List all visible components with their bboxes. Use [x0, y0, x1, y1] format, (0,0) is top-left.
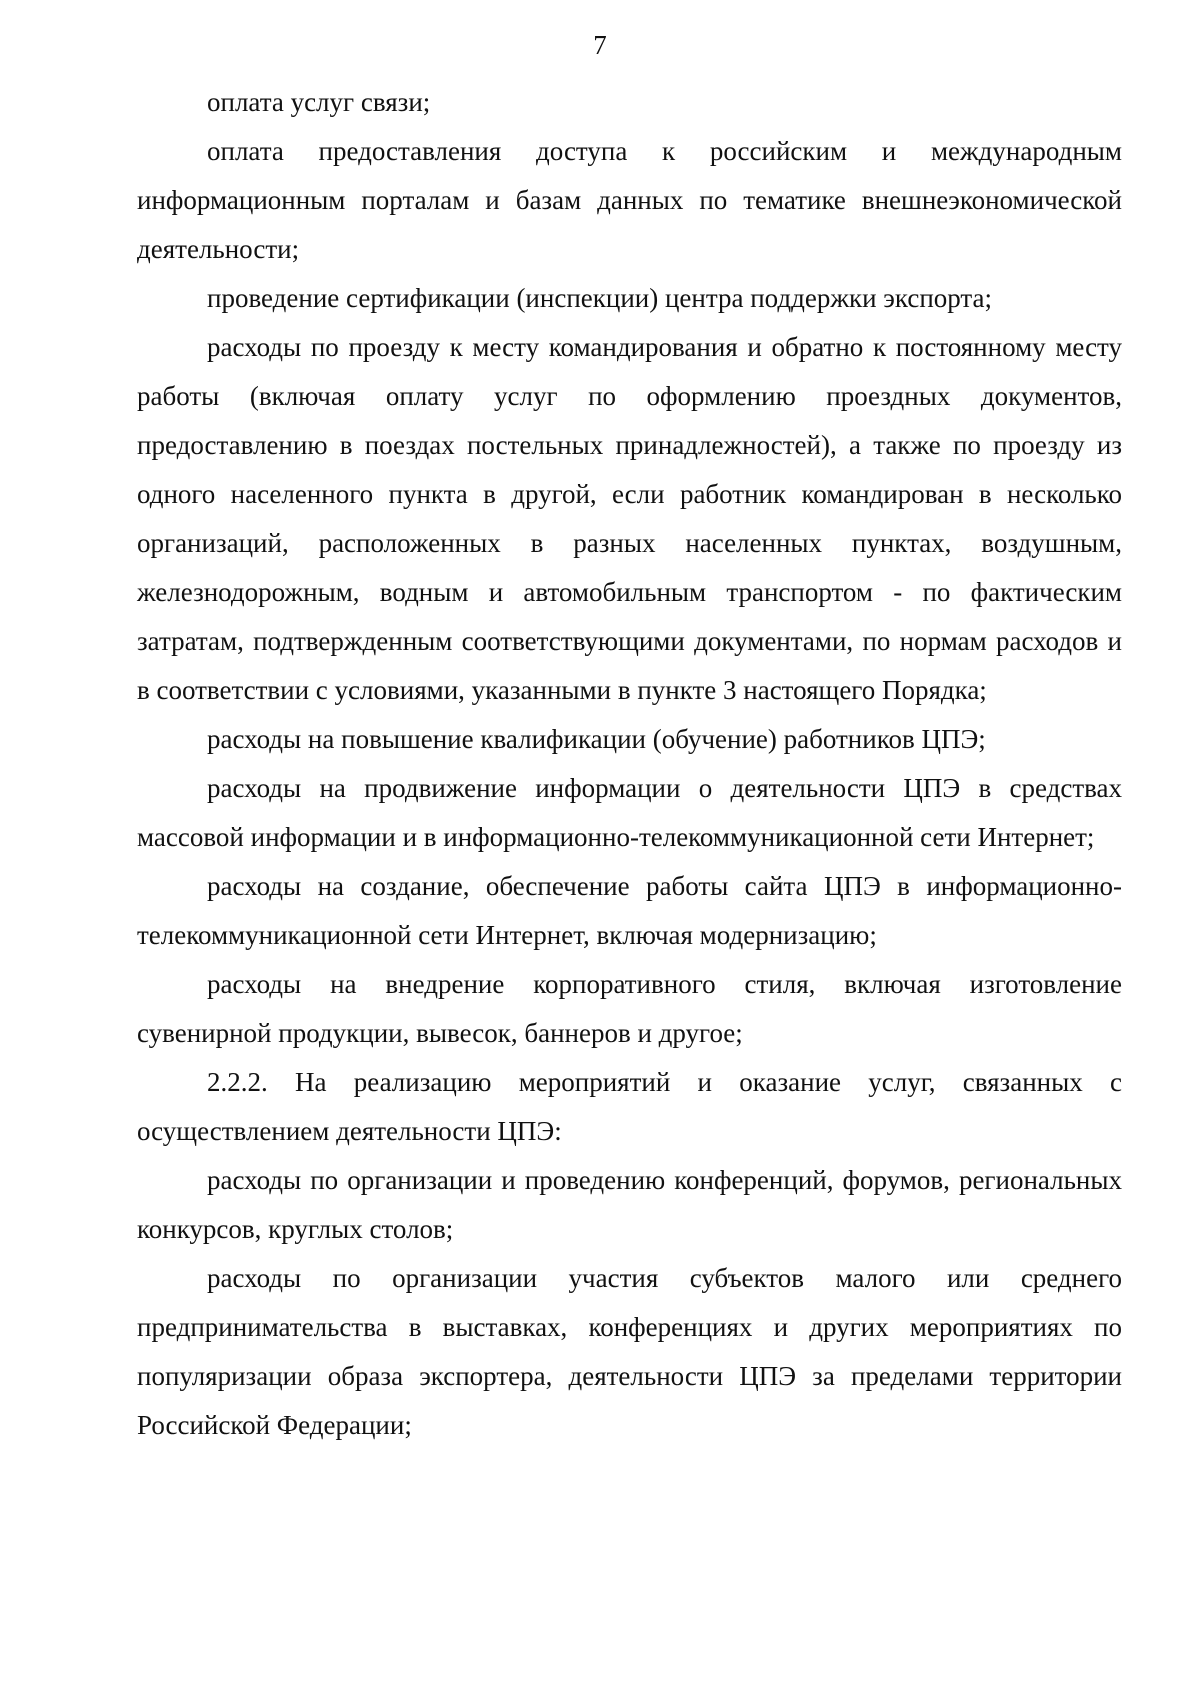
paragraph-section-2-2-2: 2.2.2. На реализацию мероприятий и оказание услуг, связанных с осуществлением деятельности ЦПЭ:: [137, 1067, 1122, 1146]
paragraph-conferences: расходы по организации и проведению конференций, форумов, региональных конкурсов, круглых столов;: [137, 1165, 1122, 1244]
paragraph-exhibitions: расходы по организации участия субъектов малого или среднего предпринимательства в выставках, конференциях и других мероприятиях по популяризации образа экспортера, деятельности ЦПЭ за пределами территории Российской Федерации;: [137, 1263, 1122, 1440]
document-body: [137, 78, 1122, 1450]
paragraph-website: расходы на создание, обеспечение работы сайта ЦПЭ в информационно-телекоммуникационной сети Интернет, включая модернизацию;: [137, 871, 1122, 950]
paragraph-portal-access: оплата предоставления доступа к российским и международным информационным порталам и базам данных по тематике внешнеэкономической деятельности;: [137, 136, 1122, 264]
paragraph-travel-expenses: расходы по проезду к месту командирования и обратно к постоянному месту работы (включая оплату услуг по оформлению проездных документов, предоставлению в поездах постельных принадлежностей), а также по проезду из одного населенного пункта в другой, если работник командирован в несколько организаций, расположенных в разных населенных пунктах, воздушным, железнодорожным, водным и автомобильным транспортом - по фактическим затратам, подтвержденным соответствующими документами, по нормам расходов и в соответствии с условиями, указанными в пункте 3 настоящего Порядка;: [137, 332, 1122, 705]
paragraph-media-promotion: расходы на продвижение информации о деятельности ЦПЭ в средствах массовой информации и в информационно-телекоммуникационной сети Интернет;: [137, 773, 1122, 852]
paragraph-corporate-style: расходы на внедрение корпоративного стиля, включая изготовление сувенирной продукции, вывесок, баннеров и другое;: [137, 969, 1122, 1048]
paragraph-training: расходы на повышение квалификации (обучение) работников ЦПЭ;: [207, 724, 986, 754]
paragraph-certification: проведение сертификации (инспекции) центра поддержки экспорта;: [207, 283, 993, 313]
paragraph-communication-services: оплата услуг связи;: [207, 87, 431, 117]
page-number: 7: [593, 30, 607, 60]
